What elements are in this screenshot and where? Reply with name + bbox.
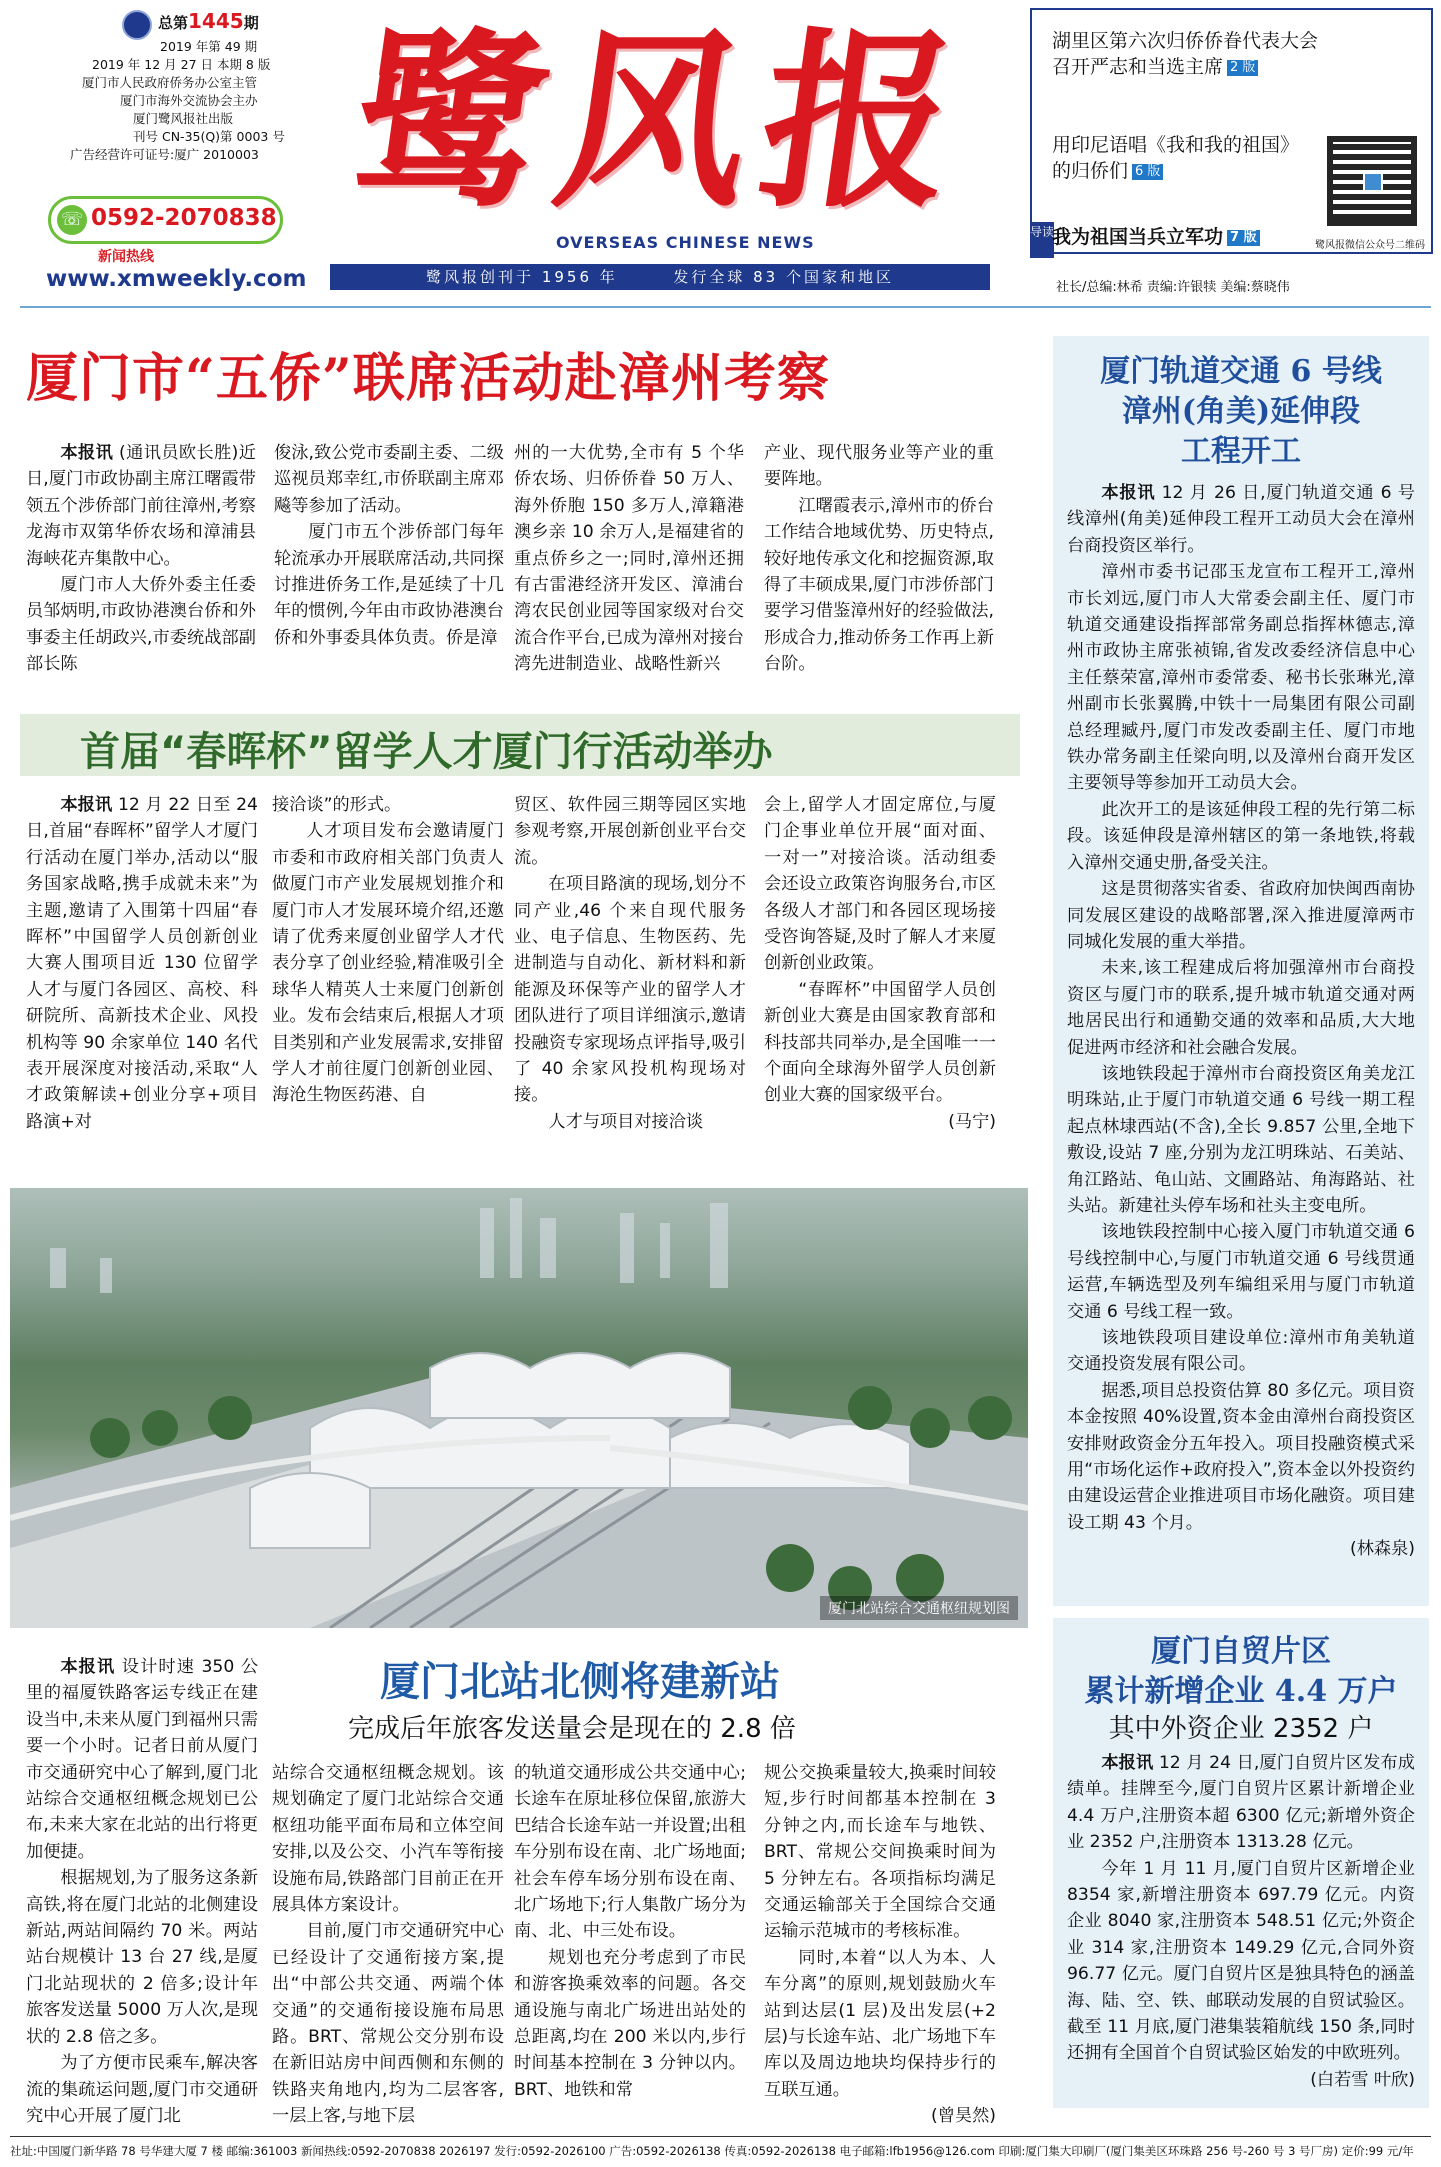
phone-icon: ☏ — [57, 205, 87, 235]
sidebar1-author: (林森泉) — [1350, 1539, 1415, 1560]
footer-info: 社址:中国厦门新华路 78 号华建大厦 7 楼 邮编:361003 新闻热线:0592-2070838 2026197 发行:0592-2026100 广告:0592-2026138 传真:0592-2026138 电子邮箱:lfb1956@126.com 印刷:厦门集大印刷厂(厦门集美区环珠路 256 号-260 号 3 号厂房) 定价:99 元/年 — [10, 2144, 1414, 2158]
sponsor-1: 厦门市人民政府侨务办公室主管 — [82, 75, 258, 90]
photo-caption: 厦门北站综合交通枢纽规划图 — [820, 1596, 1018, 1620]
sidebar1-headline-2: 漳州(角美)延伸段 — [1121, 394, 1361, 429]
article1-col2: 俊泳,致公党市委副主委、二级巡视员郑幸红,市侨联副主席邓飚等参加了活动。 厦门市五个涉侨部门每年轮流承办开展联席活动,共同探讨推进侨务工作,是延续了十几年的惯例,今年由市政协港澳台侨和外事委具体负责。侨是漳 — [274, 443, 504, 648]
article1-col4: 产业、现代服务业等产业的重要阵地。 江曙霞表示,漳州市的侨台工作结合地域优势、历史特点,较好地传承文化和挖掘资源,取得了丰硕成果,厦门市涉侨部门要学习借鉴漳州好的经验做法,形成合力,推动侨务工作再上新台阶。 — [764, 443, 994, 675]
sidebar2-p1: 本报讯 12 月 24 日,厦门自贸片区发布成绩单。挂牌至今,厦门自贸片区累计新增企业 4.4 万户,注册资本超 6300 亿元;新增外资企业 2352 户,注册资本 1313.28 亿元。 — [1067, 1753, 1415, 1853]
issn: 刊号 CN-35(Q)第 0003 号 — [133, 129, 285, 144]
sidebar1-p9: 据悉,项目总投资估算 80 多亿元。项目资本金按照 40%设置,资本金由漳州台商投资区安排财政资金分五年投入。项目投融资模式采用“市场化运作+政府投入”,资本金以外投资约由建设运营企业推进项目市场化融资。项目建设工期 43 个月。 — [1067, 1380, 1415, 1533]
hotline-number: 0592-2070838 — [91, 205, 277, 231]
hotline-label: 新闻热线 — [98, 249, 154, 265]
sidebar1-p8: 该地铁段项目建设单位:漳州市角美轨道交通投资发展有限公司。 — [1067, 1328, 1415, 1375]
sidebar1-p3: 此次开工的是该延伸段工程的先行第二标段。该延伸段是漳州辖区的第一条地铁,将载入漳州交通史册,备受关注。 — [1067, 799, 1415, 873]
qr-code-icon — [1327, 136, 1417, 226]
sidebar2-author: (白若雪 叶欣) — [1310, 2069, 1415, 2090]
article3-headline: 厦门北站北侧将建新站 — [380, 1659, 780, 1705]
guide-label: 导读 — [1030, 222, 1054, 258]
tagline-left: 鹭风报创刊于 1956 年 — [426, 268, 618, 286]
station-rendering-photo — [10, 1188, 1028, 1628]
emblem-icon — [122, 10, 152, 40]
article3-col1: 本报讯 设计时速 350 公里的福厦铁路客运专线正在建设当中,未来从厦门到福州只需要一个小时。记者日前从厦门市交通研究中心了解到,厦门北站综合交通枢纽概念规划已公布,未来大家在北站的出行将更加便捷。 根据规划,为了服务这条新高铁,将在厦门北站的北侧建设新站,两站间隔约 70 米。两站站台规模计 13 台 27 线,是厦门北站现状的 2 倍多;设计年旅客发送量 5000 万人次,是现状的 2.8 倍之多。 为了方便市民乘车,解决客流的集疏运问题,厦门市交通研究中心开展了厦门北 — [26, 1657, 259, 2126]
article3-col4: 规公交换乘量较大,换乘时间较短,步行时间都基本控制在 3 分钟之内,而长途车与地铁、BRT、常规公交间换乘时间为 5 分钟左右。各项指标均满足交通运输部关于全国综合交通运输示范城市的考核标准。 同时,本着“以人为本、人车分离”的原则,规划鼓励火车站到达层(1 层)及出发层(+2 层)与长途车站、北广场地下车库以及周边地块均保持步行的互联互通。 (曾昊然) — [764, 1763, 996, 2127]
issue-year-no: 2019 年第 49 期 — [160, 39, 258, 54]
issue-total: 总第1445期 — [158, 9, 259, 33]
guide-box — [1030, 8, 1433, 254]
sidebar1-p7: 该地铁段控制中心接入厦门市轨道交通 6 号线控制中心,与厦门市轨道交通 6 号线贯通运营,车辆选型及列车编组采用与厦门市轨道交通 6 号线工程一致。 — [1067, 1222, 1415, 1322]
article3-subheadline: 完成后年旅客发送量会是现在的 2.8 倍 — [348, 1714, 796, 1744]
sponsor-2: 厦门市海外交流协会主办 — [120, 93, 258, 108]
guide-item-1[interactable]: 湖里区第六次归侨侨眷代表大会召开严志和当选主席 2 版 — [1052, 30, 1319, 78]
sidebar-metro — [1053, 336, 1429, 1606]
article2-headline: 首届“春晖杯”留学人才厦门行活动举办 — [80, 729, 773, 775]
article3-col2: 站综合交通枢纽概念规划。该规划确定了厦门北站综合交通枢纽功能平面布局和立体空间安排,以及公交、小汽车等衔接设施布局,铁路部门目前正在开展具体方案设计。 目前,厦门市交通研究中心已经设计了交通衔接方案,提出“中部公共交通、两端个体交通”的交通衔接设施布局思路。BRT、常规公交分别布设在新旧站房中间西侧和东侧的铁路夹角地内,均为二层客客,一层上客,与地下层 — [272, 1763, 504, 2127]
sidebar2-headline-2: 累计新增企业 4.4 万户 — [1084, 1674, 1398, 1709]
station-illustration — [10, 1188, 1028, 1628]
article1-headline: 厦门市“五侨”联席活动赴漳州考察 — [26, 348, 830, 409]
sidebar1-headline-3: 工程开工 — [1181, 434, 1301, 469]
sponsor-3: 厦门鹭风报社出版 — [133, 111, 234, 126]
sidebar1-headline-1: 厦门轨道交通 6 号线 — [1100, 354, 1382, 389]
hotline-banner — [48, 196, 283, 244]
sidebar1-p4: 这是贯彻落实省委、省政府加快闽西南协同发展区建设的战略部署,深入推进厦漳两市同城化发展的重大举措。 — [1067, 879, 1415, 952]
guide-item-2[interactable]: 用印尼语唱《我和我的祖国》的归侨们 6 版 — [1052, 134, 1300, 182]
article2-col3: 贸区、软件园三期等园区实地参观考察,开展创新创业平台交流。 在项目路演的现场,划分不同产业,46 个来自现代服务业、电子信息、生物医药、先进制造与自动化、新材料和新能源及环保等产业的留学人才团队进行了项目详细演示,邀请投融资专家现场点评指导,吸引了 40 余家风投机构现场对接。 人才与项目对接洽谈 — [514, 795, 746, 1132]
sidebar2-subheadline: 其中外资企业 2352 户 — [1108, 1714, 1374, 1744]
article3-col3: 的轨道交通形成公共交通中心;长途车在原址移位保留,旅游大巴结合长途车站一并设置;出租车分别布设在南、北广场地面;社会车停车场分别布设在南、北广场地下;行人集散广场分为南、北、中三处布设。 规划也充分考虑到了市民和游客换乘效率的问题。各交通设施与南北广场进出站处的总距离,均在 200 米以内,步行时间基本控制在 3 分钟以内。BRT、地铁和常 — [514, 1763, 746, 2100]
sidebar-ftz — [1053, 1618, 1429, 2108]
qr-label: 鹭风报微信公众号二维码 — [1315, 240, 1425, 251]
article2-col2: 接洽谈”的形式。 人才项目发布会邀请厦门市委和市政府相关部门负责人做厦门市产业发展规划推介和厦门市人才发展环境介绍,还邀请了优秀来厦创业留学人才代表分享了创业经验,精准吸引全球华人精英人士来厦门创新创业。发布会结束后,根据人才项目类别和产业发展需求,安排留学人才前往厦门创新创业园、海沧生物医药港、自 — [272, 795, 504, 1106]
website-link[interactable]: www.xmweekly.com — [46, 266, 307, 292]
sidebar1-p5: 未来,该工程建成后将加强漳州市台商投资区与厦门市的联系,提升城市轨道交通对两地居民出行和通勤交通的效率和品质,大大地促进两市经济和社会融合发展。 — [1067, 958, 1415, 1058]
issue-date: 2019 年 12 月 27 日 本期 8 版 — [92, 57, 271, 72]
sidebar2-p2: 今年 1 月 11 月,厦门自贸片区新增企业 8354 家,新增注册资本 697.79 亿元。内资企业 8040 家,注册资本 548.51 亿元;外资企业 314 家,注册资本 149.29 亿元,合同外资 96.77 亿元。厦门自贸片区是独具特色的涵盖海、陆、空、铁、邮联动发展的自贸试验区。截至 11 月底,厦门港集装箱航线 150 条,同时还拥有全国首个自贸试验区始发的中欧班列。 — [1067, 1858, 1415, 2064]
guide-item-3[interactable]: 我为祖国当兵立军功 7 版 — [1052, 224, 1312, 250]
ad-license: 广告经营许可证号:厦广 2010003 — [70, 147, 259, 162]
article1-col3: 州的一大优势,全市有 5 个华侨农场、归侨侨眷 50 万人、海外侨胞 150 多万人,漳籍港澳乡亲 10 余万人,是福建省的重点侨乡之一;同时,漳州还拥有古雷港经济开发区、漳浦台湾农民创业园等国家级对台交流合作平台,已成为漳州对接台湾先进制造业、战略性新兴 — [514, 443, 744, 675]
sidebar1-p2: 漳州市委书记邵玉龙宣布工程开工,漳州市长刘远,厦门市人大常委会副主任、厦门市轨道交通建设指挥部常务副总指挥林德志,漳州市政协主席张祯锦,省发改委经济信息中心主任蔡荣富,漳州市委常委、秘书长张琳光,漳州副市长张翼腾,中铁十一局集团有限公司副总经理臧丹,厦门市发改委副主任、厦门市地铁办常务副主任梁向明,以及漳州台商开发区主要领导等参加开工动员大会。 — [1067, 562, 1415, 794]
article1-col1: 本报讯 (通讯员欧长胜)近日,厦门市政协副主席江曙霞带领五个涉侨部门前往漳州,考察龙海市双第华侨农场和漳浦县海峡花卉集散中心。 厦门市人大侨外委主任委员邹炳明,市政协港澳台侨和外事委主任胡政兴,市委统战部副部长陈 — [26, 443, 256, 675]
newspaper-logo: 鹭风报 — [339, 10, 983, 233]
tagline-bar — [330, 264, 990, 290]
article2-col1: 本报讯 12 月 22 日至 24 日,首届“春晖杯”留学人才厦门行活动在厦门举办,活动以“服务国家战略,携手成就未来”为主题,邀请了入围第十四届“春晖杯”中国留学人员创新创业大赛人围项目近 130 位留学人才与厦门各园区、高校、科研院所、高新技术企业、风投机构等 90 余家单位 140 名代表开展深度对接活动,采取“人才政策解读+创业分享+项目路演+对 — [26, 795, 258, 1132]
sidebar2-headline-1: 厦门自贸片区 — [1151, 1634, 1331, 1669]
sidebar1-p1: 本报讯 12 月 26 日,厦门轨道交通 6 号线漳州(角美)延伸段工程开工动员大会在漳州台商投资区举行。 — [1067, 483, 1415, 556]
tagline-right: 发行全球 83 个国家和地区 — [673, 268, 894, 286]
sidebar1-p6: 该地铁段起于漳州市台商投资区角美龙江明珠站,止于厦门市轨道交通 6 号线一期工程起点林埭西站(不含),全长 9.857 公里,全地下敷设,设站 7 座,分别为龙江明珠站、石美站、角江路站、龟山站、文圃路站、角海路站、社头站。新建社头停车场和社头主变电所。 — [1067, 1063, 1415, 1216]
article2-col4: 会上,留学人才固定席位,与厦门企事业单位开展“面对面、一对一”对接洽谈。活动组委会还设立政策咨询服务台,市区各级人才部门和各园区现场接受咨询答疑,及时了解人才来厦创新创业政策。 “春晖杯”中国留学人员创新创业大赛是由国家教育部和科技部共同举办,是全国唯一一个面向全球海外留学人员创新创业大赛的国家级平台。 (马宁) — [764, 795, 996, 1132]
staff-credits: 社长/总编:林希 责编:许银犊 美编:蔡晓伟 — [1056, 280, 1290, 295]
english-title: OVERSEAS CHINESE NEWS — [556, 233, 815, 252]
